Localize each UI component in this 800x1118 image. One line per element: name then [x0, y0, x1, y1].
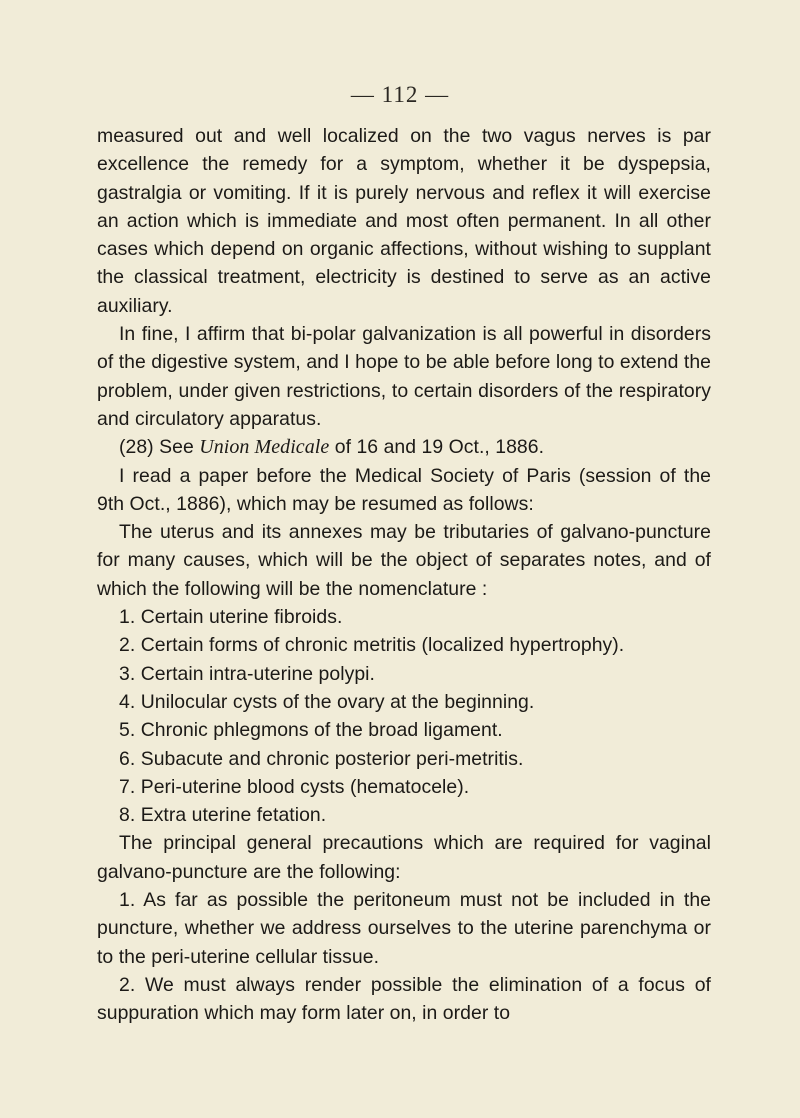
paragraph-precautions: The principal general precautions which are required for vaginal galvano-puncture are the following:: [97, 832, 711, 883]
paragraph-reference: [97, 433, 711, 461]
precaution-item: 2. We must always render possible the elimination of a focus of suppuration which may form later on, in order to: [97, 973, 711, 1025]
list-item: 4. Unilocular cysts of the ovary at the beginning.: [119, 690, 535, 713]
list-item: 2. Certain forms of chronic metritis (localized hypertrophy).: [119, 634, 625, 657]
list-item: 7. Peri-uterine blood cysts (hematocele).: [119, 775, 470, 798]
list-item: 6. Subacute and chronic posterior peri-metritis.: [119, 747, 524, 770]
paragraph-conclusion: In fine, I affirm that bi-polar galvanization is all powerful in disorders of the digestive system, and I hope to be able before long to extend the problem, under given restrictions, to certain disorders of the respiratory and circulatory apparatus.: [97, 323, 711, 430]
paragraph-continuation: measured out and well localized on the two vagus nerves is par excellence the remedy for a symptom, whether it be dyspepsia, gastralgia or vomiting. If it is purely nervous and reflex it will exercise an action which is immediate and most often permanent. In all other cases which depend on organic affections, without wishing to supplant the classical treatment, electricity is destined to serve as an active auxiliary.: [97, 125, 711, 317]
paragraph-paper: I read a paper before the Medical Society of Paris (session of the 9th Oct., 1886), which may be resumed as follows:: [97, 464, 711, 515]
journal-title: Union Medicale: [199, 436, 330, 459]
page-number-header: — 112 —: [350, 82, 450, 107]
reference-text-end: of 16 and 19 Oct., 1886.: [329, 436, 545, 459]
precaution-item: 1. As far as possible the peritoneum must not be included in the puncture, whether we address ourselves to the uterine parenchyma or to the peri-uterine cellular tissue.: [97, 889, 711, 968]
list-item: 3. Certain intra-uterine polypi.: [119, 662, 375, 685]
reference-text-start: (28) See: [119, 436, 200, 459]
paragraph-uterus: The uterus and its annexes may be tributaries of galvano-puncture for many causes, which will be the object of separates notes, and of which the following will be the nomenclature :: [97, 521, 711, 600]
list-item: 1. Certain uterine fibroids.: [119, 606, 343, 629]
list-item: 8. Extra uterine fetation.: [119, 804, 327, 827]
page-body: [97, 122, 711, 1028]
list-item: 5. Chronic phlegmons of the broad ligament.: [119, 719, 503, 742]
